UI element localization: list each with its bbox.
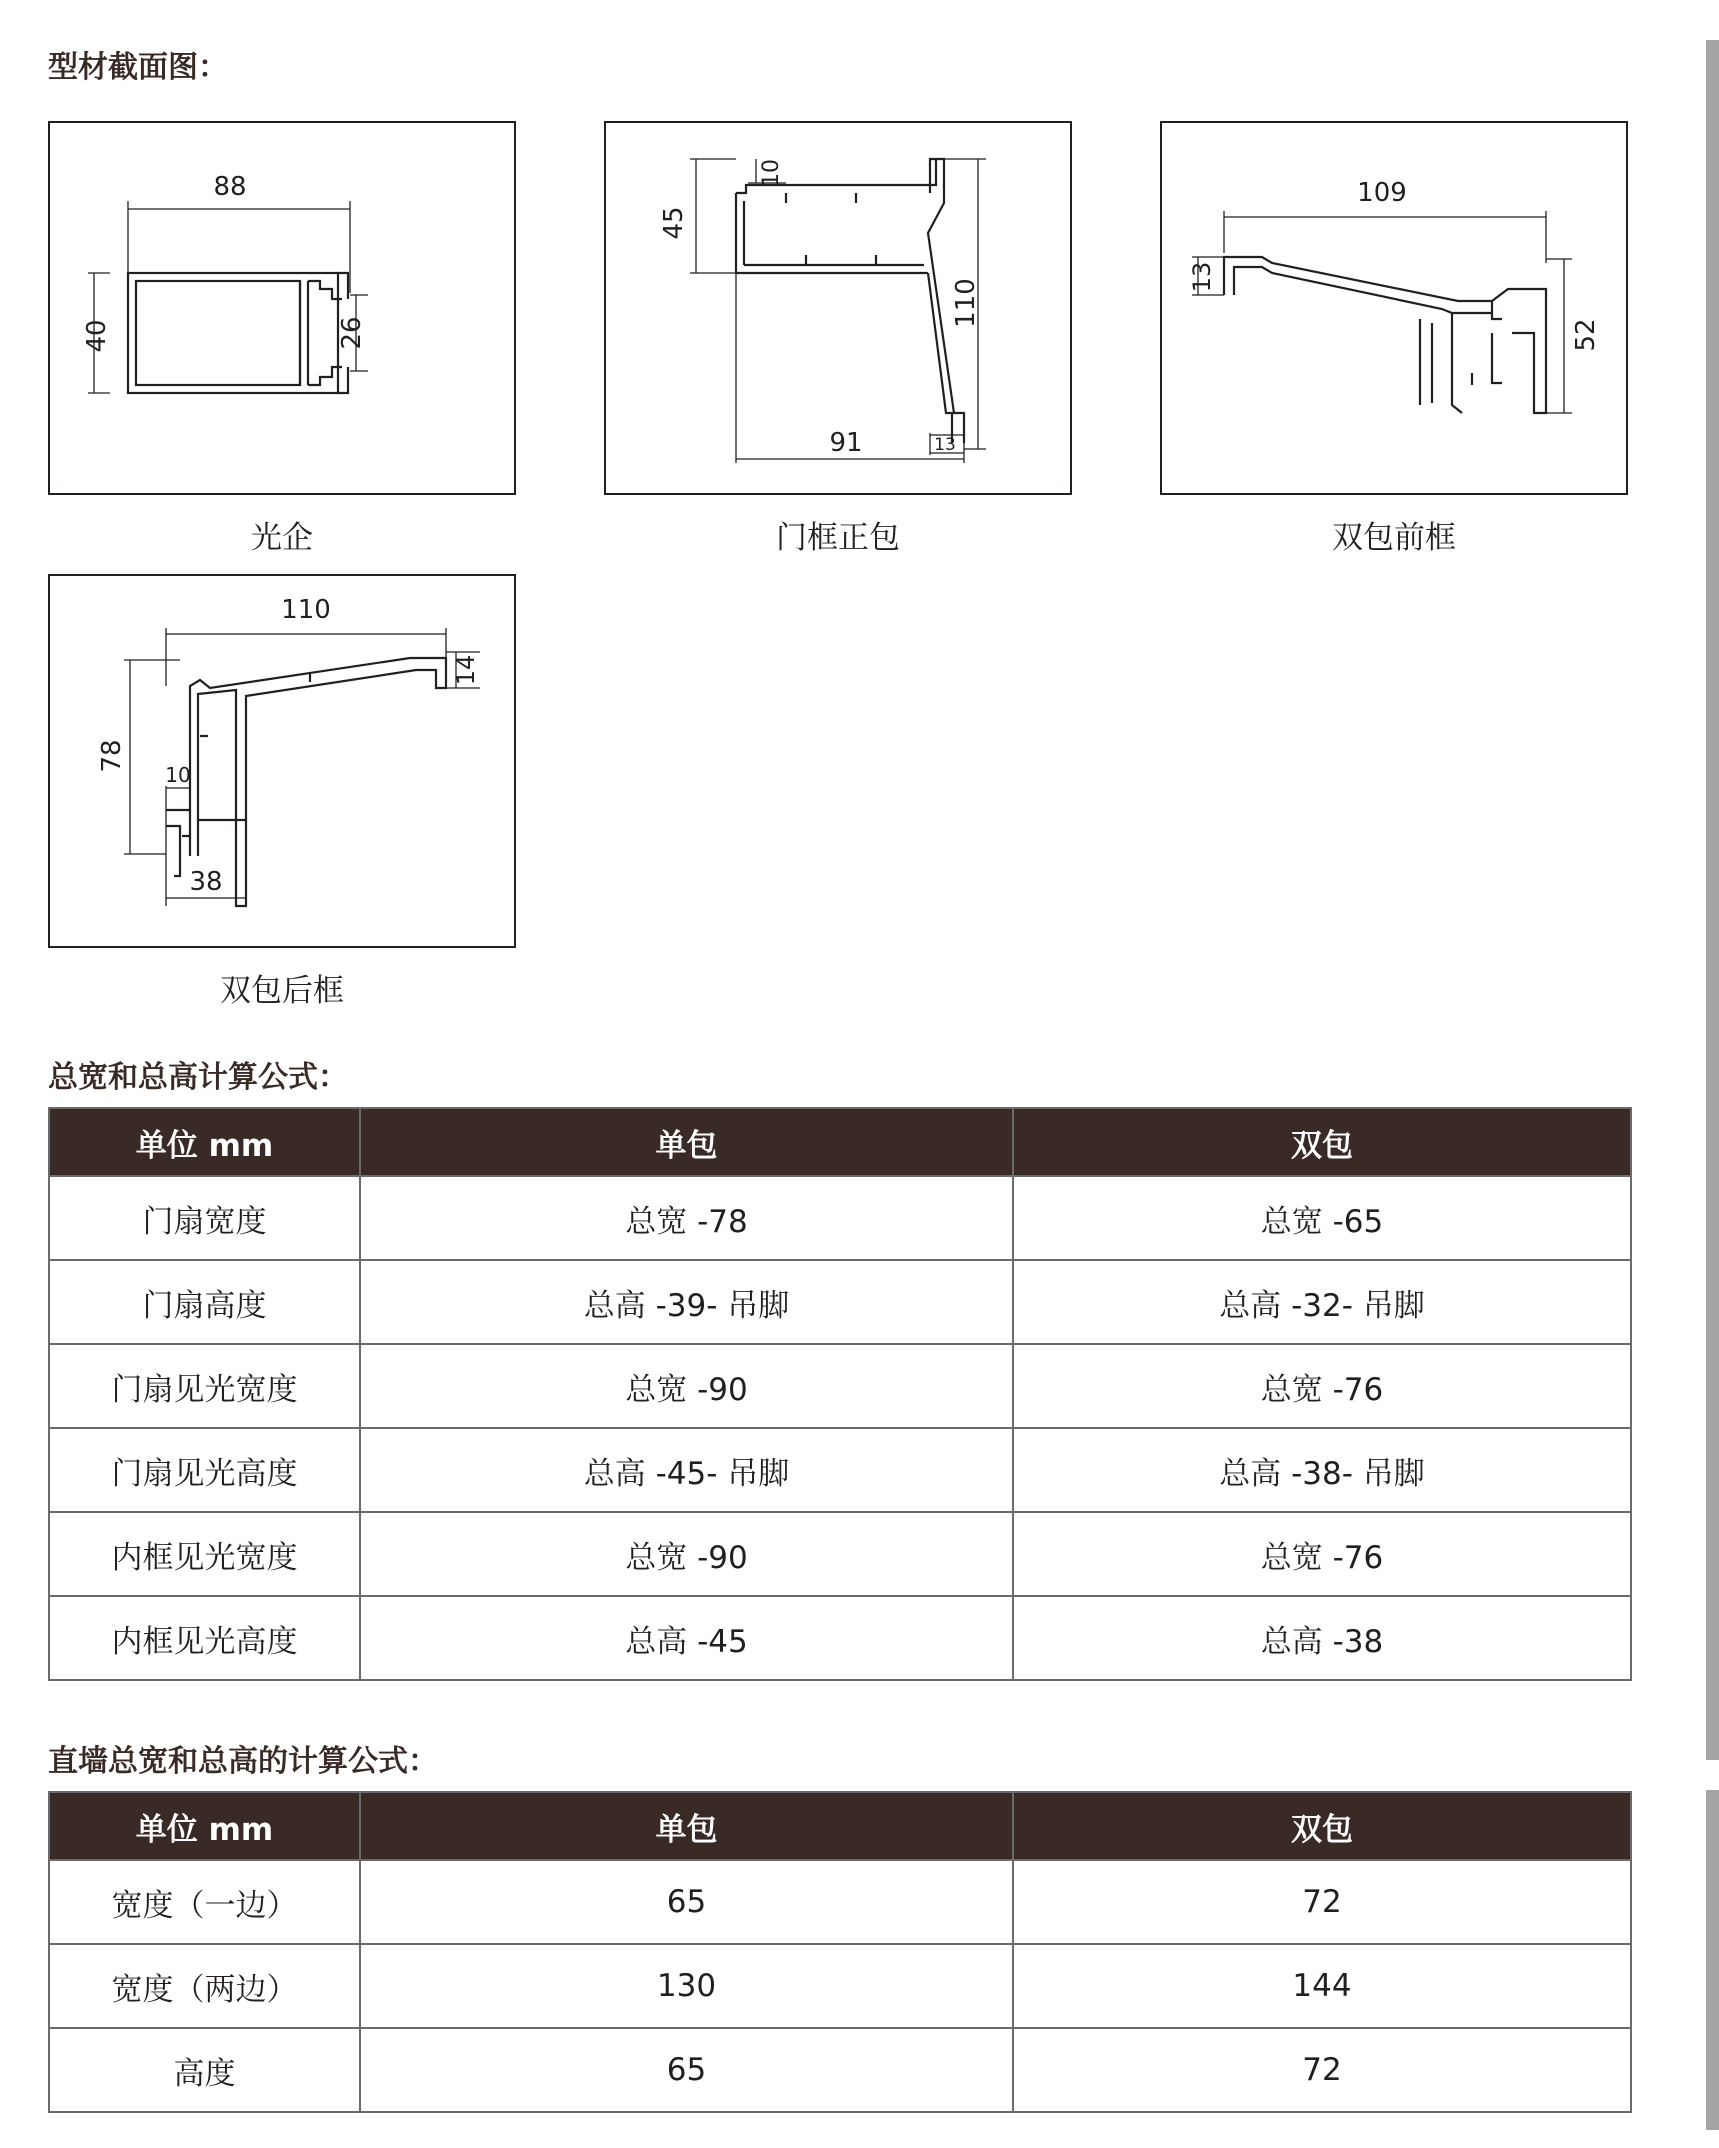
cell-double: 总高 -38	[1013, 1596, 1631, 1680]
dim-label: 45	[659, 206, 689, 240]
row-label: 宽度（一边）	[49, 1860, 360, 1944]
dim-label: 10	[165, 763, 191, 787]
profile-diagram-double-front-frame	[1160, 121, 1628, 495]
dim-label: 26	[337, 316, 367, 350]
cell-single: 总高 -45	[360, 1596, 1013, 1680]
dim-label: 38	[189, 867, 223, 897]
profile-drawing	[1162, 123, 1626, 493]
dim-label: 91	[829, 428, 863, 458]
cell-double: 总宽 -76	[1013, 1344, 1631, 1428]
profile-caption: 门框正包	[776, 520, 900, 556]
dim-label: 110	[951, 278, 981, 328]
cell-double: 总高 -32- 吊脚	[1013, 1260, 1631, 1344]
table-row	[49, 1344, 1631, 1428]
column-header-unit: 单位 mm	[49, 1792, 360, 1860]
column-header-double: 双包	[1013, 1792, 1631, 1860]
table-header-row	[49, 1792, 1631, 1860]
table-row	[49, 1944, 1631, 2028]
column-header-single: 单包	[360, 1108, 1013, 1176]
dim-label: 78	[97, 739, 127, 773]
wall-section-title: 直墙总宽和总高的计算公式：	[48, 1744, 438, 1779]
row-label: 门扇见光宽度	[49, 1344, 360, 1428]
dim-label: 13	[1188, 261, 1216, 293]
cell-single: 总宽 -78	[360, 1176, 1013, 1260]
dim-label: 109	[1357, 178, 1407, 208]
dim-label: 88	[213, 172, 247, 202]
table-row	[49, 2028, 1631, 2112]
cell-double: 144	[1013, 1944, 1631, 2028]
page-edge-strip-lower	[1706, 1790, 1719, 2130]
profile-drawing	[50, 576, 514, 946]
formula-table	[48, 1107, 1632, 1681]
page-edge-strip	[1706, 40, 1719, 1760]
cell-double: 72	[1013, 1860, 1631, 1944]
table-row	[49, 1596, 1631, 1680]
cell-double: 总宽 -65	[1013, 1176, 1631, 1260]
profile-diagram-door-frame-single	[604, 121, 1072, 495]
cell-double: 总宽 -76	[1013, 1512, 1631, 1596]
cell-single: 总宽 -90	[360, 1344, 1013, 1428]
dim-label: 52	[1571, 318, 1601, 352]
table-row	[49, 1428, 1631, 1512]
row-label: 门扇宽度	[49, 1176, 360, 1260]
table-row	[49, 1176, 1631, 1260]
profile-caption: 光企	[251, 520, 313, 556]
cell-single: 130	[360, 1944, 1013, 2028]
profile-drawing	[50, 123, 514, 493]
cell-single: 总高 -45- 吊脚	[360, 1428, 1013, 1512]
cell-single: 65	[360, 2028, 1013, 2112]
table-row	[49, 1260, 1631, 1344]
row-label: 门扇见光高度	[49, 1428, 360, 1512]
dim-label: 110	[281, 595, 331, 625]
row-label: 内框见光高度	[49, 1596, 360, 1680]
row-label: 宽度（两边）	[49, 1944, 360, 2028]
cell-double: 72	[1013, 2028, 1631, 2112]
dim-label: 10	[759, 159, 784, 187]
row-label: 高度	[49, 2028, 360, 2112]
table-row	[49, 1512, 1631, 1596]
formula-section-title: 总宽和总高计算公式：	[48, 1060, 348, 1095]
row-label: 门扇高度	[49, 1260, 360, 1344]
table-row	[49, 1860, 1631, 1944]
profile-diagram-guangqi	[48, 121, 516, 495]
cell-single: 65	[360, 1860, 1013, 1944]
cell-single: 总高 -39- 吊脚	[360, 1260, 1013, 1344]
profile-caption: 双包前框	[1332, 520, 1456, 556]
dim-label: 14	[452, 654, 480, 686]
profile-diagram-double-back-frame	[48, 574, 516, 948]
cell-single: 总宽 -90	[360, 1512, 1013, 1596]
wall-table	[48, 1791, 1632, 2113]
table-header-row	[49, 1108, 1631, 1176]
row-label: 内框见光宽度	[49, 1512, 360, 1596]
column-header-double: 双包	[1013, 1108, 1631, 1176]
dim-label: 13	[934, 435, 956, 455]
column-header-unit: 单位 mm	[49, 1108, 360, 1176]
cell-double: 总高 -38- 吊脚	[1013, 1428, 1631, 1512]
dim-label: 40	[82, 319, 112, 353]
column-header-single: 单包	[360, 1792, 1013, 1860]
profile-drawing	[606, 123, 1070, 493]
profiles-section-title: 型材截面图：	[48, 50, 228, 85]
profile-caption: 双包后框	[220, 973, 344, 1009]
